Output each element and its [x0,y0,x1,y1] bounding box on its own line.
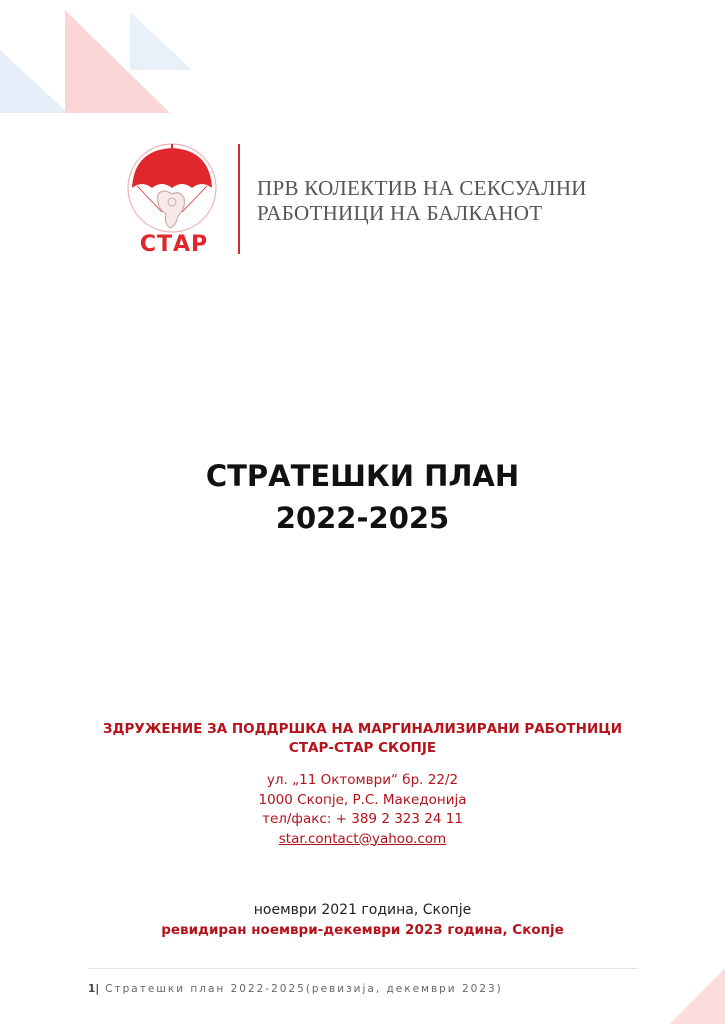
contact-address [0,771,725,849]
address-street: ул. „11 Октомври“ бр. 22/2 [266,772,459,788]
tagline [257,176,587,226]
email-link[interactable]: star.contact@yahoo.com [278,830,447,847]
org-line-1: ЗДРУЖЕНИЕ ЗА ПОДДРШКА НА МАРГИНАЛИЗИРАНИ РАБОТНИЦИ [102,721,623,737]
tagline-line-1: ПРВ КОЛЕКТИВ НА СЕКСУАЛНИ [257,176,587,200]
logo-wordmark: СТАР [139,232,209,257]
decor-pink-corner [670,968,725,1024]
document-title [0,455,725,539]
page-footer [88,983,503,995]
footer-text: Стратешки план 2022-2025(ревизија, декември 2023) [105,983,503,995]
address-city: 1000 Скопје, Р.С. Македонија [258,791,467,808]
logo-divider [238,144,240,254]
publication-date: ноември 2021 година, Скопје [253,902,472,918]
decor-blue-triangle-right [130,12,192,70]
organization-name [0,720,725,758]
address-phone: тел/факс: + 389 2 323 24 11 [262,811,463,827]
page-number: 1 [88,983,96,995]
title-line-2: 2022-2025 [275,501,450,535]
revision-date: ревидиран ноември-декември 2023 година, Скопје [161,922,564,938]
footer-divider [88,968,638,969]
tagline-line-2: РАБОТНИЦИ НА БАЛКАНОТ [257,201,543,225]
decor-blue-triangle-left [0,50,68,113]
title-line-1: СТРАТЕШКИ ПЛАН [205,459,520,493]
footer-separator: | [95,983,100,995]
org-line-2: СТАР-СТАР СКОПЈЕ [288,740,437,756]
